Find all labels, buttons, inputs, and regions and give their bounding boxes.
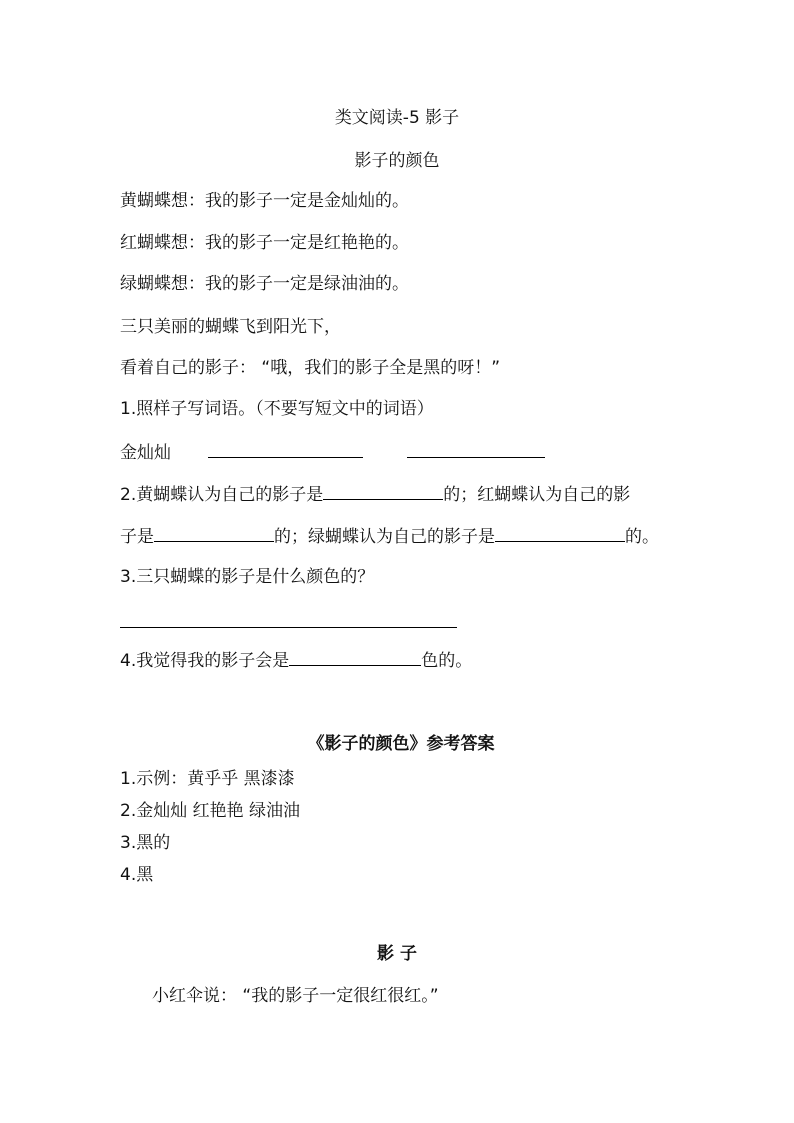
question-2-text-a: 2.黄蝴蝶认为自己的影子是 — [120, 485, 324, 505]
question-2-line-1 — [120, 482, 630, 506]
answers-title: 《影子的颜色》参考答案 — [307, 734, 495, 754]
document-title: 类文阅读-5 影子 — [334, 108, 460, 128]
question-1-row — [120, 440, 545, 464]
answer-1: 1.示例：黄乎乎 黑漆漆 — [120, 769, 295, 789]
answer-line-3[interactable] — [120, 627, 457, 628]
passage-line-5: 看着自己的影子： “哦，我们的影子全是黑的呀！” — [120, 358, 501, 378]
answer-blank-1b[interactable] — [407, 440, 545, 458]
passage-line-4: 三只美丽的蝴蝶飞到阳光下， — [120, 317, 341, 337]
question-1-example: 金灿灿 — [120, 443, 171, 463]
question-4-text-a: 4.我觉得我的影子会是 — [120, 651, 290, 671]
question-2-text-d: 的；绿蝴蝶认为自己的影子是 — [274, 527, 495, 547]
passage-line-3: 绿蝴蝶想：我的影子一定是绿油油的。 — [120, 274, 409, 294]
answer-4: 4.黑 — [120, 865, 154, 885]
answer-blank-1a[interactable] — [208, 440, 363, 458]
question-1: 1.照样子写词语。（不要写短文中的词语） — [120, 399, 434, 419]
answer-3: 3.黑的 — [120, 833, 171, 853]
passage-title: 影子的颜色 — [354, 151, 440, 171]
next-passage-line: 小红伞说： “我的影子一定很红很红。” — [152, 986, 439, 1006]
question-4-text-b: 色的。 — [421, 651, 473, 671]
question-2-text-b: 的；红蝴蝶认为自己的影 — [443, 485, 631, 505]
answer-blank-2b[interactable] — [154, 524, 274, 542]
answer-blank-4[interactable] — [289, 648, 421, 666]
question-2-text-e: 的。 — [625, 527, 659, 547]
passage-line-1: 黄蝴蝶想：我的影子一定是金灿灿的。 — [120, 191, 409, 211]
passage-line-2: 红蝴蝶想：我的影子一定是红艳艳的。 — [120, 233, 409, 253]
question-2-text-c: 子是 — [120, 527, 154, 547]
next-title: 影 子 — [377, 944, 417, 964]
question-2-line-2 — [120, 524, 659, 548]
question-4-line — [120, 648, 472, 672]
answer-blank-2c[interactable] — [495, 524, 625, 542]
question-3: 3.三只蝴蝶的影子是什么颜色的？ — [120, 567, 375, 587]
answer-2: 2.金灿灿 红艳艳 绿油油 — [120, 801, 301, 821]
answer-blank-2a[interactable] — [323, 482, 443, 500]
